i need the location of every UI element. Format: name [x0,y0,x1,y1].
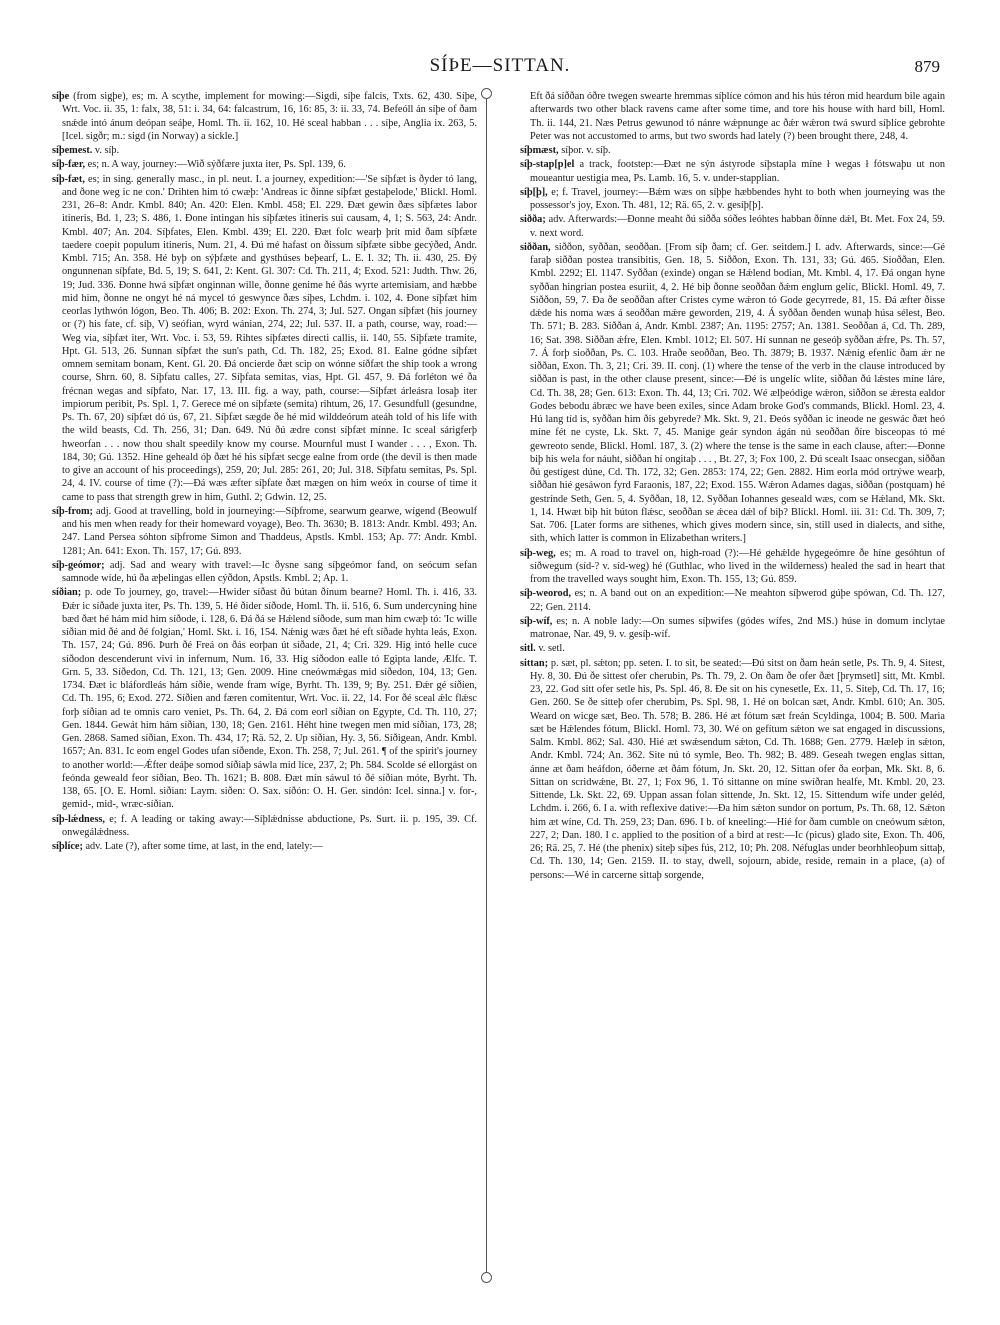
entry-headword: síþ[þ], [520,186,548,198]
entry-text: adv. Late (?), after some time, at last, in the end, lately:— [85,841,323,852]
entry-headword: síþemest. [52,145,93,156]
dictionary-entry [52,840,477,853]
entry-text: p. ode To journey, go, travel:—Hwider síðast ðú bútan ðínum bearne? Homl. Th. i. 416, 33. Ðǽr ic síðade juxta iter, Ps. Th. 139, 5. Hé ðider síðode, Homl. Th. ii. 516, 6. Sum undercyning hine bæd ðæt hé hám mid him síðode, i. 128, 6. Ðá ðá se Hǽlend síðode, sum man him cwæþ tó: 'Ic wille síðian mid ðé and ðé folgian,' Homl. Skt. i. 16, 154. Nǽnig wæs ðæt hé eft síðade hyhta leás, Exon. Th. 157, 24; Gú. 896. Þurh ðé Freá on ðás eorþan út síðade, 21, 4; Cri. 329. Hig intó helle cuce síðodon descenderunt vivi in infernum, Num. 16, 33. Hig síðodon ealle tó Egipta lande, Ælfc. T. Grn. 5, 33. Síðedon, Cd. Th. 121, 13; Gen. 2009. Hine cneówmǽgas mid síðedon, 104, 13; Gen. 1734. Ðæt ic bláfordleás hám síðie, wende fram wíge, Byrht. Th. 139, 9; By. 251. Ðǽr gé síðien, Cd. Th. 195, 6; Exod. 272. Síðien and færen comitentur, Wrt. Voc. ii. 22, 14. For ðé sceal ǽlc flǽsc forþ síðian ad te omnis caro veniet, Ps. Th. 64, 2. Ðá com eorl síðian on Egypte, Cd. Th. 110, 27; Gen. 1844. Gewát him hám síðian, 130, 18; Gen. 2161. Héht hine twegen men mid síðian, 173, 28; Gen. 2868. Samed síðian, Exon. Th. 434, 17; Rä. 52, 2. Up síðian, Hy. 3, 56. Síðigean, Andr. Kmbl. 1657; An. 831. Ic eom engel Godes ufan síðende, Exon. Th. 258, 7; Jul. 261. ¶ of the spirit's journey to another world:—Ǽfter deáþe somod síðiaþ sáwla mid líce, 237, 2; Ph. 584. Scolde sé ellorgást on feónda geweald feor síðian, Beo. Th. 1621; B. 808. Ðæt mín sáwul tó ðé síðian móte, Byrht. Th. 138, 65. [O. E. Homl. siðian: Laym. siðen: O. Sax. síðón: O. H. Ger. sindón: Icel. sinna.] v. for-, gemid-, mid-, wræc-síðian. [62,587,477,811]
entry-headword: síþmæst, [520,145,559,156]
left-column [52,90,477,1290]
entry-text: adj. Sad and weary with travel:—Ic ðysne sang síþgeómor fand, on seócum sefan samnode wíde, hú ða æþelingas ellen cýðdon, Apstls. Kmbl. 2; Ap. 1. [62,559,477,584]
dictionary-entry [520,90,945,143]
dictionary-entry [52,505,477,558]
dictionary-entry [520,657,945,882]
entry-text: v. síþ. [94,145,120,156]
entry-headword: síþlíce; [52,841,83,852]
entry-text: a track, footstep:—Ðæt ne sýn ástyrode síþstapla míne ł wegas ł fótswaþu ut non moueantur uestigia mea, Ps. Lamb. 16, 5. v. under-stapplian. [530,159,945,184]
dictionary-entry [52,173,477,504]
entry-headword: siððan, [520,241,551,253]
entry-headword: sitl. [520,643,536,655]
dictionary-entry [52,158,477,171]
entry-headword: síþ-weorod, [520,588,572,600]
entry-headword: síþ-fær, [52,159,86,171]
divider-bottom-ornament [481,1272,492,1283]
entry-text: Eft ðá síððan óðre twegen swearte hremmas síþlíce cómon and his hús téron mid heardum bile again afterwards two other black ravens came after some time, and tore his house with hard bill, Homl. Th. ii. 144, 21. Næs Petrus gewunod tó nánre wǽpnunge ac ðǽr wǽron twá swurd síþlíce gebrohte Peter was not accustomed to arms, but two swords had lately (?) been brought there, 248, 4. [530,91,945,142]
dictionary-entry [520,158,945,185]
dictionary-entry [52,144,477,157]
dictionary-entry [52,559,477,586]
divider-top-ornament [481,88,492,99]
dictionary-entry [52,90,477,143]
entry-text: adj. Good at travelling, bold in journeying:—Síþfrome, searwum gearwe, wígend (Beowulf and his men when ready for their homeward voyage), Beo. Th. 3630; B. 1813: Andr. Kmbl. 493; An. 247. Land Persea sóhton síþfrome Simon and Thaddeus, Apstls. Kmbl. 153; Ap. 77: Andr. Kmbl. 1281; An. 641: Exon. Th. 157, 17; Gú. 893. [62,505,477,557]
dictionary-entry [520,587,945,614]
entry-text: es; n. A noble lady:—On sumes síþwífes (gódes wífes, 2nd MS.) húse in domum inclytae matronae, Nar. 49, 9. v. gesíþ-wíf. [530,615,945,640]
entry-text: adv. Afterwards:—Ðonne meaht ðú siðða sóðes leóhtes habban ðínne dǽl, Bt. Met. Fox 24, 59. v. next word. [530,214,945,239]
dictionary-entry [520,213,945,240]
column-divider [486,95,487,1275]
entry-headword: síþ-fæt, [52,173,85,185]
entry-text: (from sigþe), es; m. A scythe, implement for mowing:—Sigdi, síþe falcis, Txts. 62, 430. Síþe, Wrt. Voc. ii. 35, 1: falx, 38, 51: i. 34, 64: falcastrum, 16, 16: 85, 3: ii. 33, 74. Befeóll án síþe of ðam snǽde intó ánum deópan seáþe, Homl. Th. ii. 162, 10. Hé sceal habban . . . síþe, Anglia ix. 263, 5. [Icel. sigðr; m.: sigd (in Norway) a sickle.] [62,91,477,142]
entry-headword: síþ-geómor; [52,559,105,571]
dictionary-entry [520,615,945,642]
entry-headword: síþ-wíf, [520,615,553,627]
entry-text: es; in sing. generally masc., in pl. neut. I. a journey, expedition:—'Se síþfæt is ðyder tó lang, and ðone weg ic ne con.' Drihten him tó cwæþ: 'Andreas ic ðinne síþfæt gestaþelode,' Blickl. Homl. 231, 26–8: Andr. Kmbl. 840; An. 420: Elen. Kmbl. 458; El. 229. Ðæt gewin ðæs síþfætes labor itineris, Bd. 1, 23; S. 486, 1. Ðone intingan his síþfætes itineris sui causam, 4, 1; S. 563, 24: Andr. Kmbl. 407; An. 204. Síþfates, Elen. Kmbl. 439; El. 220. Ðæt folc wearþ þrít mid ðam síþfæte taedere coepit populum itineris, Num. 21, 4. Ðú mé hafast on ðissum síþfæte sibbe gecýðed, Andr. Kmbl. 715; An. 358. Hé byþ on sýþfæte and gysthúses beþearf, L. E. I. 32; Th. ii. 430, 25. Ðý ongunnenan síþfate, Bd. 5, 19; S. 641, 2: Kent. Gl. 307: Cd. Th. 211, 4; Exod. 521: Judth. Thw. 26, 19; Jud. 336. Ðonne hwá síþfæt onginnan wille, ðonne genime hé ðás wyrte artemisiam, and hæbbe mid him, ðonne ne ongyt hé ná mycel tó geswynce ðæs síþes, Lchdm. i. 102, 4. Ðone síþfæt him ceorlas lythwón lógon, Beo. Th. 406; B. 202: Exon. Th. 274, 3; Jul. 527. Ongan síþfæt (his journey or (?) his fate, cf. síþ, V) seófian, wyrd wánian, 274, 22; Jul. 537. II. a path, course, way, road:—Weg via, síþfæt iter, Wrt. Voc. i. 53, 59. Rihtes síþfætes directi callis, ii. 140, 55. Síþfæte tramite, Hpt. Gl. 513, 26. Sunnan síþfæt the sun's path, Cd. Th. 182, 25; Exod. 81. Ealne gódne síþfæt omnem semitam bonam, Kent. Gl. 20. Ðá oncierde ðæt scip on wónne síðfæt the ship took a wrong course, Shrn. 60, 8. Síþfatu calles, 27. Síþfata semitas, vias, Hpt. Gl. 457, 9. Ðá forléton wé ða frécnan wegas and síþfato, Nar. 17, 13. III. fig. a way, path, course:—Síþfæt árleásra losaþ iter impiorum peribit, Ps. Spl. 1, 7. Gerece mé on síþfæte (semita) rihtum, 26, 17. Gesundfull (gesundne, Ps. Th. 67, 20) síþfæt dó ús, 67, 21. Síþfæt sægde ðe hé mid wilddeórum ateáh told of his life with the wild beasts, Cd. Th. 256, 31; Dan. 649. Nú ðú ædre const síþfæt mínne. Ic sceal sárigferþ hweorfan . . . now thou shalt speedily know my course. Mournful must I wander . . . , Exon. Th. 184, 30; Gú. 1352. Hine geheald óþ ðæt hé his síþfæt secge ealne from orde (the devil is then made to give an account of his proceedings), 259, 20; Jul. 285: 261, 20; Jul. 318. Síþfatu semitas, Ps. Spl. 24, 4. IV. course of time (?):—Ðá wæs æfter síþfate ðæt mægen on him weóx in course of time it came to pass that strength grew in him, Guthl. 2; Gdwin. 12, 25. [62,173,477,503]
entry-text: siððon, syððan, seoððan. [From síþ ðam; cf. Ger. seitdem.] I. adv. Afterwards, since:—Gé faraþ siððan postea transibitis, Gen. 18, 5. Siððon, Exon. Th. 131, 33; Gú. 465. Sioððan, Elen. Kmbl. 2292; El. 1147. Syððan (exinde) ongan se Hǽlend bodian, Mt. Kmbl. 4, 17. Ðá ongan hyne syððan hingrian postea esuriit, 4, 2. Hé biþ ðonne seoððan ðǽm englum gelíc, Blickl. Homl. 49, 7. Siððon, 59, 7. Ða ðe seoððan after Cristes cyme wǽron tó Gode gecyrrede, 81, 15. Ðá æfter ðisse dǽde his noma wæs á seoððan mǽre geworden, 219, 4. Á syððan ðenden wunaþ húsa sélest, Beo. Th. 571; B. 283. Siððan á, Andr. Kmbl. 2387; An. 1195: 2757; An. 1381. Seoððan á, Cd. Th. 289, 16; Sat. 398. Siððan ǽfre, Elen. Kmbl. 1012; El. 507. Hí sunnan ne geseóþ syððan ǽfre, Ps. Th. 57, 7. Á forþ sioððan, Ps. C. 103. Hraðe seoððan, Beo. Th. 3879; B. 1937. Nǽnig efenlíc ðam ǽr ne siððan, Exon. Th. 3, 21; Cri. 39. II. conj. (1) where the tense of the verb in the clause introduced by siððan is past, in the other clause present, since:—Ðé is ungelíc wlite, siððan ðú lǽstes míne láre, Cd. Th. 38, 28; Gen. 613: Exon. Th. 44, 13; Cri. 702. Wé ælþeódige wǽron, siððon se ǽresta ealdor Godes bebodu ábræc we have been exiles, since Adam broke God's commands, Blickl. Homl. 23, 4. Hú lang tíd is, syððan him ðis gebyrede? Mk. Skt. 9, 21. Ðeós syððan ic ineode ne geswác ðæt heó míne fét ne cyste, Lk. Skt. 7, 45. Manige geár syndon ágán nú seoððan ðíre bisceopas tó mé gewreoto sende, Blickl. Homl. 187, 3. (2) where the tense is the same in each clause, after:—Ðonne biþ his wela for náuht, siððan hí ongitaþ . . . , Bt. 27, 3; Fox 100, 2. Ðú scealt Isaac onsecgan, siððan ðú gestígest dúne, Cd. Th. 172, 32; Gen. 2853: 174, 22; Gen. 2882. Him eorla mód ortrýwe wearþ, siððan hié gesáwon fyrd Faraonis, 187, 22; Exod. 155. Wǽron Adames dagas, siððan (postquam) hé gestrínde Seth, Gen. 5, 4. Syððan, 18, 12. Syððan Iohannes geseald wæs, com se Hǽland, Mk. Skt. 1, 14. Hwæt biþ hit búton flǽsc, seoððan se ǽcea dǽl of biþ? Blickl. Homl. iii. 31: Cd. Th. 309, 7; Sat. 706. [Later forms are sithenes, which gives modern since, sin, still used in dialects, and sithe, sith, which latter is common in Elizabethan writers.] [530,241,945,545]
dictionary-entry [520,642,945,655]
entry-headword: síþe [52,91,70,102]
right-column [520,90,945,1290]
dictionary-entry [52,813,477,840]
entry-text: es; m. A road to travel on, high-road (?):—Hé gehǽlde hygegeómre ðe híne gesóhtun of síðwegum (síd-? v. síd-weg) hé (Guthlac, who lived in the wilderness) healed the sad in heart that from the travelled ways sought him, Exon. Th. 155, 13; Gú. 859. [530,547,945,585]
dictionary-entry [52,586,477,811]
page-header [60,55,940,81]
entry-headword: síðian; [52,587,82,599]
entry-text: es; n. A band out on an expedition:—Ne meahton síþwerod gúþe spówan, Cd. Th. 127, 22; Gen. 2114. [530,588,945,613]
entry-text: p. sæt, pl. sǽton; pp. seten. I. to sit, be seated:—Ðú sitst on ðam heán setle, Ps. Th. 9, 4. Sitest, Hy. 8, 30. Ðú ðe sittest ofer cherubin, Ps. Th. 79, 2. On ðam ðe ofer ðæt [þrymsetl] sitt, Mt. Kmbl. 23, 22. God sitt ofer setle his, Ps. Spl. 46, 8. Ðe sit on his cynesetle, Ex. 11, 5. Siteþ, Cd. Th. 17, 16; Gen. 260. Se ðe sitteþ ofer cherubim, Ps. Spl. 98, 1. Hé on bolcan sæt, Andr. Kmbl. 610; An. 305. Weard on wicge sæt, Beo. Th. 578; B. 286. Hé æt fótum sæt freán Scyldinga, 1004; B. 500. Maria sæt be Hǽlendes fótum, Blickl. Homl. 73, 30. Wé on gefítum sǽton we sat engaged in discussions, Salm. Kmbl. 862; Sal. 430. Hié æt swǽsendum sǽton, Cd. Th. 1688; Gen. 2779. Hæleþ in sǽton, Andr. Kmbl. 724; An. 362. Site nú tó symle, Beo. Th. 982; B. 489. Geseah twegen englas sittan, ánne æt ðam heáfdon, óðerne æt ðám fótum, Jn. Skt. 20, 12. Sittan ofer ða eorþan, Mk. Skt. 8, 6. Sittan on scridwǽne, Bt. 27, 1; Fox 96, 1. Tó sittanne on míne swíðran healfe, Mt. Kmbl. 20, 23. Sittende, Lk. Skt. 22, 69. Uppan assan folan sittende, Jn. Skt. 12, 15. Sittendum wífe under geléd, Lchdm. i. 266, 6. I a. with reflexive dative:—Ða him sǽton sundor on portum, Ps. Th. 68, 12. Sǽton him æt wíne, Cd. Th. 259, 23; Dan. 696. I b. of kneeling:—Hié for ðam cumble on cneówum sǽton, 227, 2; Dan. 180. I c. applied to the position of a bird at rest:—Ic (picus) glado site, Exon. Th. 406, 26; Rä. 25, 7. Hé (the phenix) siteþ síþes fús, 212, 10; Ph. 208. Néfuglas under beorhhleoþum sittaþ, Cd. Th. 130, 14; Gen. 2159. II. to stay, dwell, sojourn, abide, reside, remain in a place, (a) of persons:—Wé in carcerne sittaþ sorgende, [530,657,945,881]
entry-text: e; f. Travel, journey:—Bǽm wæs on síþþe hæbbendes hyht to both when journeying was the possessor's joy, Exon. Th. 481, 12; Rä. 65, 2. v. gesíþ[þ]. [530,186,945,211]
entry-headword: síþ-from; [52,505,93,517]
dictionary-entry [520,241,945,546]
running-title: SÍÞE—SITTAN. [429,55,571,76]
dictionary-entry [520,144,945,157]
entry-text: es; n. A way, journey:—Wið sýðfære juxta iter, Ps. Spl. 139, 6. [87,159,346,171]
page-number: 879 [914,57,940,76]
dictionary-entry [520,186,945,213]
entry-text: e; f. A leading or taking away:—Síþlǽdnisse abductione, Ps. Surt. ii. p. 195, 39. Cf. onwegálǽdness. [62,813,477,838]
entry-headword: siððа; [520,214,546,226]
entry-headword: síþ-weg, [520,547,556,559]
entry-headword: sittan; [520,657,549,669]
entry-text: síþor. v. síþ. [561,145,611,156]
entry-headword: síþ-stap[p]el [520,159,575,171]
entry-text: v. setl. [538,643,565,655]
dictionary-entry [520,547,945,587]
entry-headword: síþ-lǽdness, [52,813,105,825]
